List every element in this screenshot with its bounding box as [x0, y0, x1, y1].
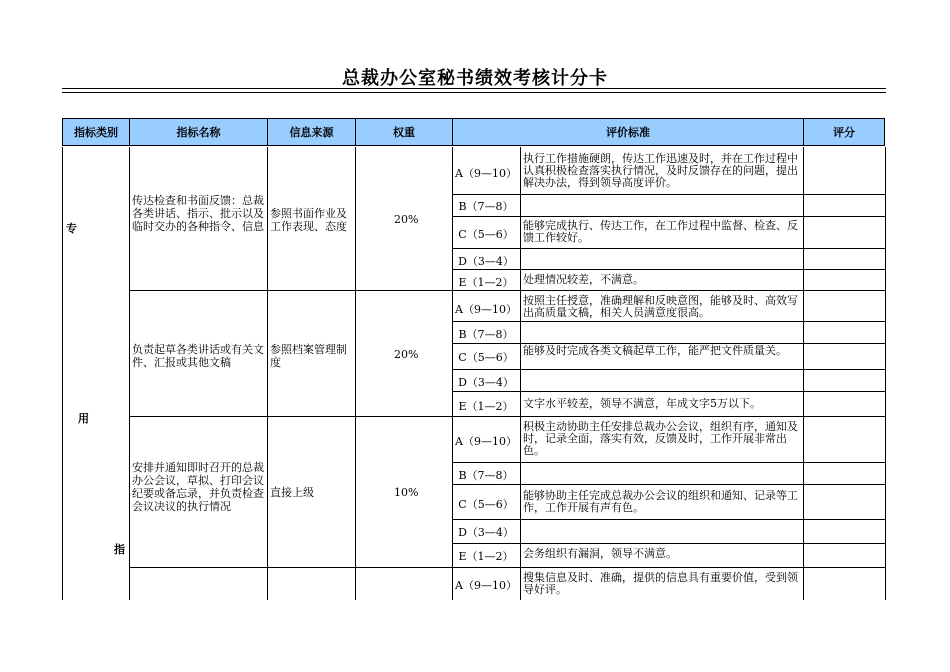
column-divider — [803, 147, 804, 600]
grade-label: B（7—8） — [458, 469, 514, 482]
header-criteria: 评价标准 — [452, 118, 804, 146]
indicator-source: 参照书面作业及工作表现、态度 — [270, 207, 347, 233]
indicator-name: 安排并通知即时召开的总裁办公会议，草拟、打印会议纪要或备忘录，并负责检查会议决议的执行情况 — [132, 461, 264, 513]
grade-criteria: 文字水平较差，领导不满意，年成文字5万以下。 — [523, 397, 761, 410]
row-divider — [452, 543, 885, 544]
grade-label: C（5—6） — [458, 498, 514, 511]
page-title: 总裁办公室秘书绩效考核计分卡 — [342, 68, 608, 89]
row-divider — [452, 216, 885, 217]
header-source: 信息来源 — [267, 118, 356, 146]
column-divider — [129, 147, 130, 600]
grade-criteria: 能够协助主任完成总裁办公会议的组织和通知、记录等工作，工作开展有声有色。 — [523, 489, 798, 514]
row-divider — [452, 194, 885, 195]
grade-label: D（3—4） — [458, 526, 514, 539]
indicator-source: 直接上级 — [270, 486, 314, 499]
category-char-2: 用 — [78, 412, 89, 425]
indicator-weight: 20% — [394, 348, 419, 361]
column-divider — [267, 147, 268, 600]
grade-label: E（1—2） — [458, 276, 514, 289]
grade-criteria: 积极主动协助主任安排总裁办公会议，组织有序，通知及时，记录全面，落实有效，反馈及时，工作开展非常出色。 — [523, 420, 798, 457]
grade-label: E（1—2） — [458, 400, 514, 413]
grade-label: B（7—8） — [458, 328, 514, 341]
header-category: 指标类别 — [62, 118, 130, 146]
grade-label: C（5—6） — [458, 228, 514, 241]
category-char-1: 专 — [66, 222, 77, 235]
table-border-right — [885, 147, 886, 600]
indicator-source: 参照档案管理制度 — [270, 343, 347, 369]
indicator-weight: 20% — [394, 213, 419, 226]
grade-label: A（9—10） — [455, 167, 517, 180]
grade-label: A（9—10） — [455, 579, 517, 592]
grade-criteria: 处理情况较差，不满意。 — [523, 273, 644, 286]
grade-label: A（9—10） — [455, 435, 517, 448]
row-divider — [452, 248, 885, 249]
header-score: 评分 — [803, 118, 885, 146]
table-border-left — [62, 147, 63, 600]
group-divider — [129, 290, 885, 291]
grade-label: A（9—10） — [455, 303, 517, 316]
row-divider — [452, 321, 885, 322]
column-divider — [520, 147, 521, 600]
row-divider — [452, 462, 885, 463]
indicator-name: 传达检查和书面反馈：总裁各类讲话、指示、批示以及临时交办的各种指令、信息 — [132, 194, 264, 233]
grade-label: E（1—2） — [458, 550, 514, 563]
grade-label: D（3—4） — [458, 255, 514, 268]
category-char-3: 指 — [114, 543, 125, 556]
indicator-name: 负责起草各类讲话或有关文件、汇报或其他文稿 — [132, 343, 264, 369]
row-divider — [452, 369, 885, 370]
grade-criteria: 按照主任授意，准确理解和反映意图，能够及时、高效写出高质量文稿，相关人员满意度很高。 — [523, 294, 798, 319]
column-divider — [355, 147, 356, 600]
grade-label: C（5—6） — [458, 351, 514, 364]
header-weight: 权重 — [355, 118, 453, 146]
row-divider — [452, 519, 885, 520]
grade-criteria: 能够及时完成各类文稿起草工作，能严把文件质量关。 — [523, 344, 787, 357]
title-rule-top — [62, 88, 886, 89]
group-divider — [129, 567, 885, 568]
row-divider — [452, 391, 885, 392]
row-divider — [452, 269, 885, 270]
grade-label: B（7—8） — [458, 200, 514, 213]
title-rule-bottom — [62, 92, 886, 93]
grade-criteria: 搜集信息及时、准确，提供的信息具有重要价值，受到领导好评。 — [523, 571, 798, 596]
grade-criteria: 能够完成执行、传达工作，在工作过程中监督、检查、反馈工作较好。 — [523, 219, 798, 244]
row-divider — [452, 484, 885, 485]
grade-label: D（3—4） — [458, 376, 514, 389]
indicator-weight: 10% — [394, 486, 419, 499]
header-indicator: 指标名称 — [129, 118, 268, 146]
group-divider — [129, 416, 885, 417]
grade-criteria: 执行工作措施硬朗，传达工作迅速及时，并在工作过程中认真积极检查落实执行情况，及时反馈存在的问题，提出解决办法，得到领导高度评价。 — [523, 152, 798, 189]
grade-criteria: 会务组织有漏洞，领导不满意。 — [523, 547, 677, 560]
